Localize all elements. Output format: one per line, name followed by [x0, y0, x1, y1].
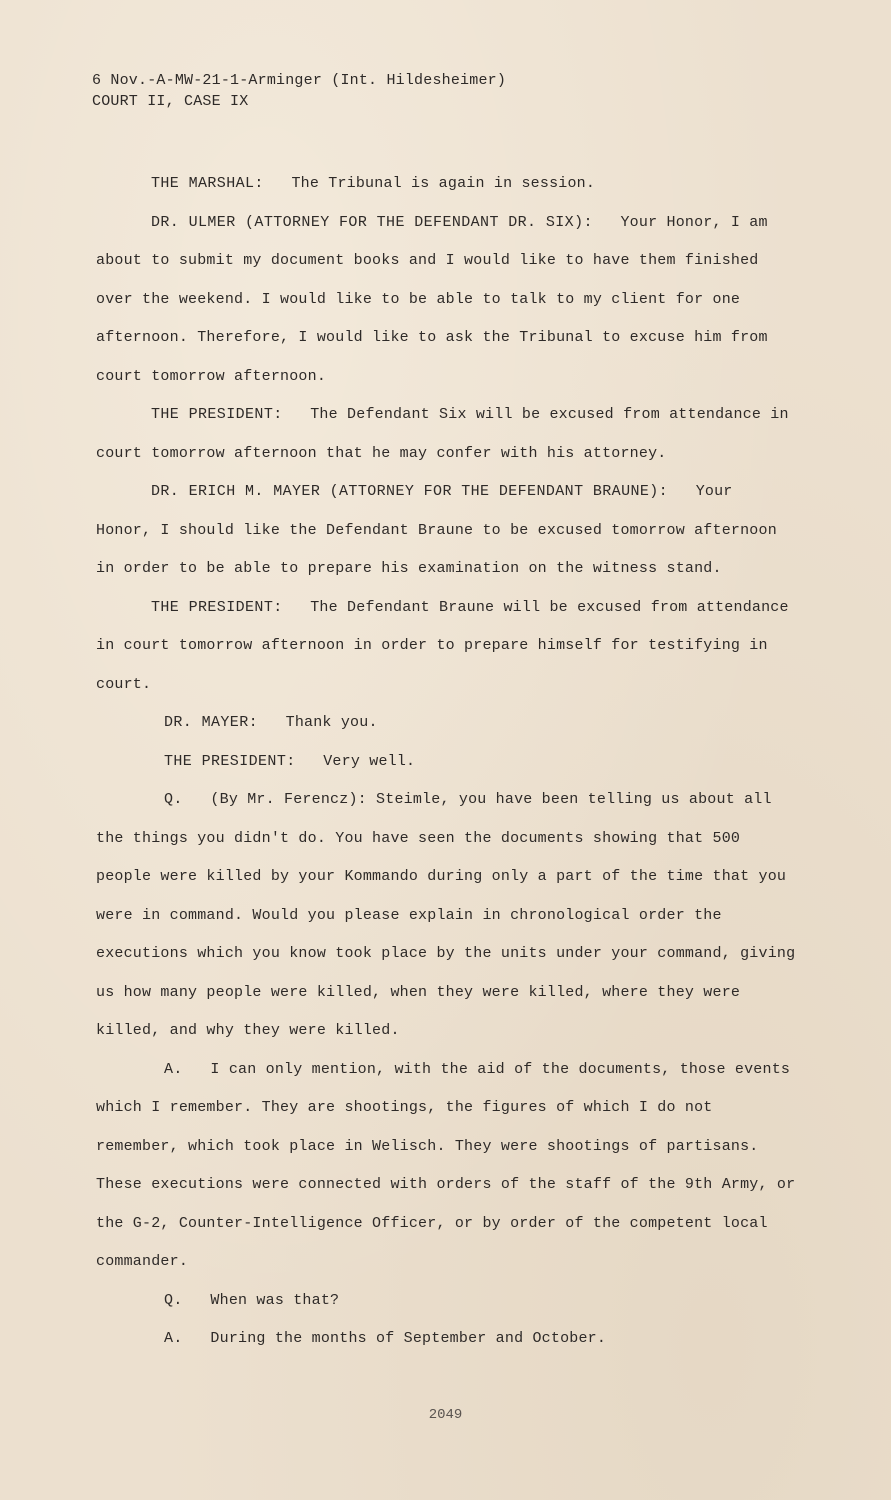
paragraph-text: I can only mention, with the aid of the documents, those events which I remember. They are shootings, the figures of which I do not remember, which took place in Welisch. They were shootings of partisans. These executions were connected with orders of the staff of the 9th Army, or the G-2, Counter-Intelligence Officer, or by order of the competent local commander.: [96, 1060, 796, 1270]
header-court-line: COURT II, CASE IX: [92, 93, 249, 110]
paragraph-text: When was that?: [210, 1291, 340, 1309]
speaker-label: A.: [164, 1060, 183, 1078]
paragraph-text: Your Honor, I should like the Defendant Braune to be excused tomorrow afternoon in order to be able to prepare his examination on the witness stand.: [96, 483, 777, 577]
paragraph-text: Your Honor, I am about to submit my document books and I would like to have them finished over the weekend. I would like to be able to talk to my client for one afternoon. Therefore, I would like to ask the Tribunal to excuse him from court tomorrow afternoon.: [96, 213, 768, 385]
speaker-label: THE PRESIDENT:: [151, 598, 283, 616]
transcript-paragraph: [96, 743, 796, 782]
transcript-body: [96, 165, 796, 1359]
speaker-label: DR. ULMER (ATTORNEY FOR THE DEFENDANT DR. SIX):: [151, 213, 593, 231]
speaker-label: DR. ERICH M. MAYER (ATTORNEY FOR THE DEFENDANT BRAUNE):: [151, 483, 669, 500]
paragraph-text: Very well.: [323, 752, 416, 770]
transcript-paragraph: [96, 165, 796, 204]
speaker-label: Q.: [164, 791, 183, 808]
paragraph-text: The Defendant Six will be excused from attendance in court tomorrow afternoon that he may confer with his attorney.: [96, 406, 789, 462]
speaker-label: Q.: [164, 1291, 183, 1309]
speaker-label: DR. MAYER:: [164, 714, 259, 731]
transcript-paragraph: [96, 204, 796, 397]
header-reference-line: 6 Nov.-A-MW-21-1-Arminger (Int. Hildesheimer): [92, 72, 507, 89]
transcript-paragraph: [96, 704, 796, 743]
transcript-paragraph: [96, 781, 796, 1051]
speaker-label: THE PRESIDENT:: [151, 406, 283, 423]
transcript-paragraph: [96, 1320, 796, 1359]
speaker-label: THE PRESIDENT:: [164, 752, 296, 770]
transcript-paragraph: [96, 1051, 796, 1282]
paragraph-text: During the months of September and October.: [210, 1330, 607, 1347]
paragraph-text: The Tribunal is again in session.: [291, 175, 596, 192]
speaker-label: THE MARSHAL:: [151, 175, 264, 192]
paragraph-text: (By Mr. Ferencz): Steimle, you have been telling us about all the things you didn't do. You have seen the documents showing that 500 people were killed by your Kommando during only a part of the time that you were in command. Would you please explain in chronological order the executions which you know took place by the units under your command, giving us how many people were killed, when they were killed, where they were killed, and why they were killed.: [96, 791, 796, 1039]
paragraph-text: The Defendant Braune will be excused from attendance in court tomorrow afternoon in order to prepare himself for testifying in court.: [96, 598, 789, 693]
document-header: [92, 70, 506, 112]
speaker-label: A.: [164, 1330, 183, 1347]
transcript-paragraph: [96, 473, 796, 589]
transcript-paragraph: [96, 1282, 796, 1321]
paragraph-text: Thank you.: [285, 714, 378, 731]
transcript-paragraph: [96, 396, 796, 473]
page-number: 2049: [428, 1407, 463, 1423]
transcript-paragraph: [96, 589, 796, 705]
